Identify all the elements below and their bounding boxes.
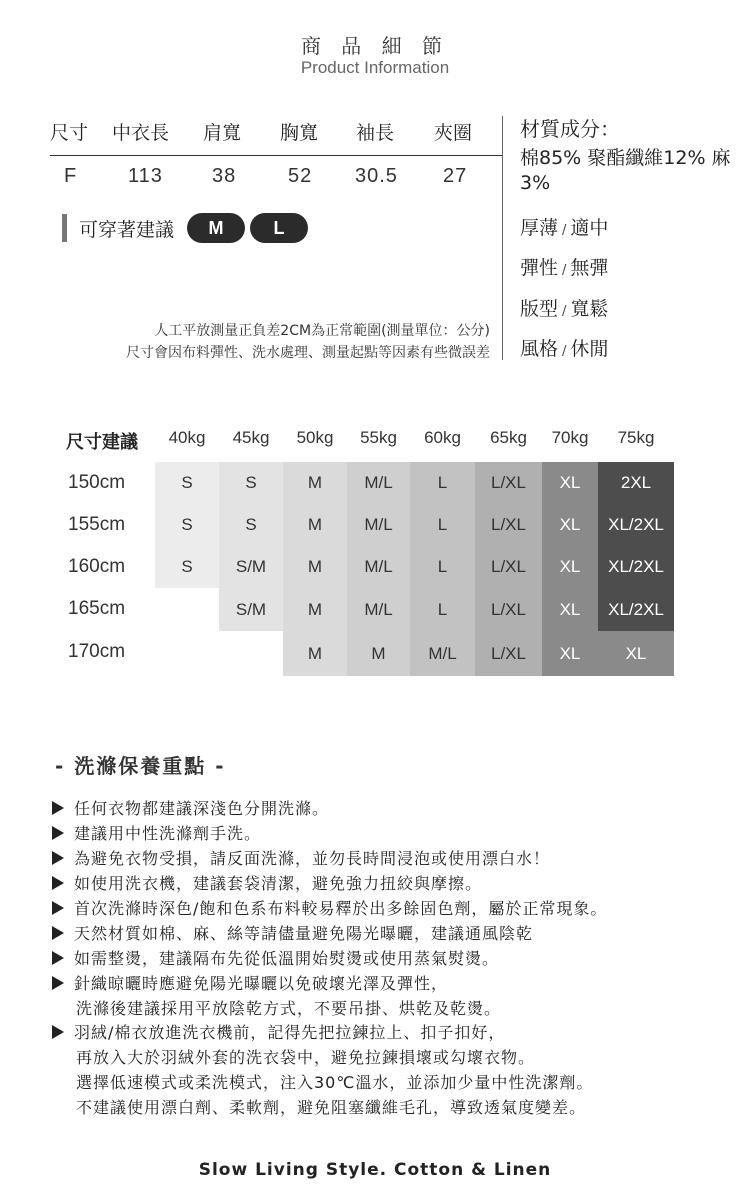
size-cell: XL (542, 504, 598, 546)
size-cell: M/L (410, 631, 475, 676)
page-title: 商 品 細 節 (300, 34, 450, 58)
measure-note-2: 尺寸會因布料彈性、洗水處理、測量起點等因素有些微誤差 (126, 345, 490, 361)
attr-thickness: 厚薄 / 適中 (520, 217, 609, 239)
care-title: - 洗滌保養重點 - (55, 754, 226, 778)
weight-header: 65kg (490, 428, 527, 447)
weight-header: 40kg (168, 428, 206, 447)
care-text: 首次洗滌時深色/飽和色系布料較易釋於出多餘固色劑，屬於正常現象。 (74, 899, 608, 918)
size-cell: L/XL (475, 631, 542, 676)
height-label: 170cm (68, 641, 126, 662)
height-label: 150cm (68, 472, 126, 493)
size-cell: S (219, 504, 283, 546)
size-cell: L (410, 504, 475, 546)
measure-header-sleeve: 袖長 (356, 122, 395, 144)
measure-header-chest: 胸寬 (280, 122, 319, 144)
care-item (52, 871, 482, 894)
measure-value-armhole: 27 (443, 165, 468, 187)
bullet-triangle-icon (52, 1025, 64, 1039)
size-cell: L/XL (475, 462, 542, 504)
size-cell: S/M (219, 588, 283, 631)
size-cell: XL (542, 462, 598, 504)
wear-suggestion (62, 212, 308, 244)
care-item (52, 821, 261, 844)
size-cell: S (155, 504, 219, 546)
size-cell: L (410, 546, 475, 588)
size-cell: XL (598, 631, 674, 676)
size-cell: XL (542, 588, 598, 631)
bullet-triangle-icon (52, 876, 64, 890)
bullet-triangle-icon (52, 826, 64, 840)
size-chart-label: 尺寸建議 (66, 432, 138, 453)
size-cell: XL/2XL (598, 504, 674, 546)
wear-size-l: L (250, 213, 308, 243)
size-cell: M (347, 631, 410, 676)
bullet-triangle-icon (52, 926, 64, 940)
weight-header: 60kg (424, 428, 461, 447)
care-item-continuation: 不建議使用漂白劑、柔軟劑，避免阻塞纖維毛孔，導致透氣度變差。 (76, 1098, 587, 1117)
size-cell: L (410, 462, 475, 504)
care-text: 針織晾曬時應避免陽光曝曬以免破壞光澤及彈性， (74, 974, 449, 993)
weight-header: 55kg (360, 428, 397, 447)
care-text: 建議用中性洗滌劑手洗。 (74, 824, 262, 843)
size-cell: M/L (347, 588, 410, 631)
care-item (52, 896, 607, 919)
size-cell: M (283, 631, 347, 676)
care-item (52, 1020, 505, 1043)
attr-style: 風格 / 休閒 (520, 338, 609, 360)
size-cell: M (283, 588, 347, 631)
bullet-triangle-icon (52, 901, 64, 915)
height-label: 160cm (68, 556, 126, 577)
size-cell: XL (542, 631, 598, 676)
measure-header-size: 尺寸 (50, 122, 89, 144)
column-divider (502, 116, 503, 360)
material-composition: 棉85% 聚酯纖維12% 麻3% (520, 147, 731, 194)
height-label: 165cm (68, 598, 126, 619)
bullet-triangle-icon (52, 951, 64, 965)
page-subtitle: Product Information (300, 58, 450, 77)
measure-value-shoulder: 38 (212, 165, 237, 187)
care-text: 如使用洗衣機，建議套袋清潔，避免強力扭絞與摩擦。 (74, 874, 483, 893)
wear-accent-bar (62, 214, 67, 242)
weight-header: 75kg (617, 428, 655, 447)
measure-value-sleeve: 30.5 (355, 165, 398, 187)
size-cell: S (155, 462, 219, 504)
care-item (52, 971, 448, 994)
measure-value-length: 113 (128, 165, 163, 187)
size-cell: M/L (347, 546, 410, 588)
measure-divider (50, 155, 502, 156)
weight-header: 70kg (551, 428, 589, 447)
size-cell: 2XL (598, 462, 674, 504)
size-cell: XL/2XL (598, 588, 674, 631)
size-cell: M (283, 504, 347, 546)
measure-header-length: 中衣長 (112, 122, 170, 144)
care-item-continuation: 再放入大於羽絨外套的洗衣袋中，避免拉鍊損壞或勾壞衣物。 (76, 1048, 536, 1067)
care-text: 天然材質如棉、麻、絲等請儘量避免陽光曝曬，建議通風陰乾 (74, 924, 534, 943)
size-cell: L/XL (475, 504, 542, 546)
care-item (52, 796, 329, 819)
attr-fit: 版型 / 寬鬆 (520, 298, 609, 320)
bullet-triangle-icon (52, 976, 64, 990)
measure-note-1: 人工平放測量正負差2CM為正常範圍(測量單位：公分) (154, 323, 490, 339)
bullet-triangle-icon (52, 801, 64, 815)
size-cell: L/XL (475, 588, 542, 631)
weight-header: 45kg (232, 428, 270, 447)
care-item-continuation: 選擇低速模式或柔洗模式，注入30℃溫水，並添加少量中性洗潔劑。 (76, 1073, 594, 1092)
material-title: 材質成分： (520, 117, 620, 141)
size-cell: M (283, 462, 347, 504)
weight-header: 50kg (296, 428, 334, 447)
size-cell: XL/2XL (598, 546, 674, 588)
wear-size-m: M (187, 213, 245, 243)
size-cell: XL (542, 546, 598, 588)
size-cell: S/M (219, 546, 283, 588)
size-cell: S (155, 546, 219, 588)
care-item (52, 846, 550, 869)
wear-label: 可穿著建議 (79, 218, 175, 241)
size-cell: M/L (347, 462, 410, 504)
size-cell: S (219, 462, 283, 504)
height-label: 155cm (68, 514, 126, 535)
attr-elasticity: 彈性 / 無彈 (520, 257, 609, 279)
measure-value-chest: 52 (288, 165, 313, 187)
footer-slogan: Slow Living Style. Cotton & Linen (198, 1160, 552, 1180)
bullet-triangle-icon (52, 851, 64, 865)
measure-header-armhole: 夾圈 (434, 122, 473, 144)
size-cell: M/L (347, 504, 410, 546)
care-text: 任何衣物都建議深淺色分開洗滌。 (74, 799, 330, 818)
size-cell: M (283, 546, 347, 588)
size-cell: L/XL (475, 546, 542, 588)
care-text: 為避免衣物受損，請反面洗滌，並勿長時間浸泡或使用漂白水！ (74, 849, 551, 868)
care-item (52, 921, 533, 944)
care-item (52, 946, 499, 969)
size-cell: L (410, 588, 475, 631)
measure-header-shoulder: 肩寬 (203, 122, 242, 144)
care-text: 羽絨/棉衣放進洗衣機前，記得先把拉鍊拉上、扣子扣好， (74, 1023, 506, 1042)
measure-value-size: F (64, 165, 78, 187)
care-item-continuation: 洗滌後建議採用平放陰乾方式，不要吊掛、烘乾及乾燙。 (76, 999, 502, 1018)
care-text: 如需整燙，建議隔布先從低溫開始熨燙或使用蒸氣熨燙。 (74, 949, 500, 968)
